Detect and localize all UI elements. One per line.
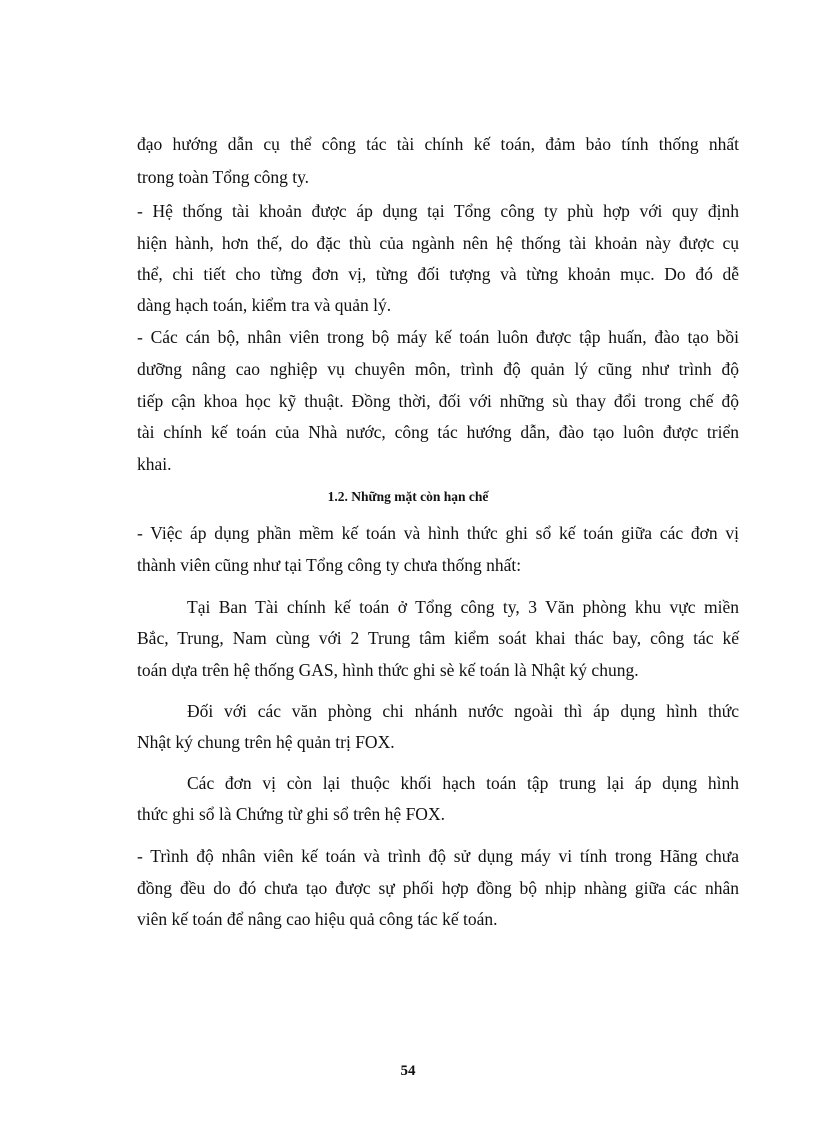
- paragraph-line: toán dựa trên hệ thống GAS, hình thức ghi sè kế toán là Nhật ký chung.: [137, 660, 639, 680]
- paragraph-line: tài chính kế toán của Nhà nước, công tác hướng dẫn, đào tạo luôn được triển: [137, 422, 739, 442]
- paragraph-line: thành viên cũng như tại Tổng công ty chưa thống nhất:: [137, 555, 522, 575]
- paragraph-line: - Trình độ nhân viên kế toán và trình độ sử dụng máy vi tính trong Hãng chưa: [137, 846, 739, 866]
- paragraph-line: Bắc, Trung, Nam cùng với 2 Trung tâm kiểm soát khai thác bay, công tác kế: [137, 628, 739, 648]
- paragraph-line: hiện hành, hơn thế, do đặc thù của ngành nên hệ thống tài khoản này được cụ: [137, 233, 739, 253]
- paragraph-line: tiếp cận khoa học kỹ thuật. Đồng thời, đối với những sù thay đổi trong chế độ: [137, 391, 739, 411]
- paragraph-line: Nhật ký chung trên hệ quản trị FOX.: [137, 732, 395, 752]
- paragraph-line: thể, chi tiết cho từng đơn vị, từng đối tượng và từng khoản mục. Do đó dễ: [137, 264, 739, 284]
- paragraph-line: đồng đều do đó chưa tạo được sự phối hợp đồng bộ nhịp nhàng giữa các nhân: [137, 878, 739, 898]
- paragraph-line: khai.: [137, 454, 172, 474]
- paragraph-line: Đối với các văn phòng chi nhánh nước ngoài thì áp dụng hình thức: [187, 701, 739, 721]
- section-heading: 1.2. Những mặt còn hạn chế: [327, 489, 489, 504]
- page-number: 54: [400, 1063, 416, 1079]
- paragraph-line: - Việc áp dụng phần mềm kế toán và hình thức ghi sổ kế toán giữa các đơn vị: [137, 523, 739, 543]
- paragraph-line: đạo hướng dẫn cụ thể công tác tài chính kế toán, đảm bảo tính thống nhất: [137, 134, 739, 154]
- paragraph-line: Tại Ban Tài chính kế toán ở Tổng công ty, 3 Văn phòng khu vực miền: [187, 597, 739, 617]
- paragraph-line: viên kế toán để nâng cao hiệu quả công tác kế toán.: [137, 909, 498, 929]
- paragraph-line: dàng hạch toán, kiểm tra và quản lý.: [137, 295, 392, 315]
- paragraph-line: - Hệ thống tài khoản được áp dụng tại Tổng công ty phù hợp với quy định: [137, 201, 739, 221]
- paragraph-line: thức ghi sổ là Chứng từ ghi sổ trên hệ FOX.: [137, 804, 445, 824]
- paragraph-line: Các đơn vị còn lại thuộc khối hạch toán tập trung lại áp dụng hình: [187, 773, 739, 793]
- paragraph-line: dưỡng nâng cao nghiệp vụ chuyên môn, trình độ quản lý cũng như trình độ: [137, 359, 739, 379]
- paragraph-line: - Các cán bộ, nhân viên trong bộ máy kế toán luôn được tập huấn, đào tạo bồi: [137, 327, 739, 347]
- paragraph-line: trong toàn Tổng công ty.: [137, 167, 310, 187]
